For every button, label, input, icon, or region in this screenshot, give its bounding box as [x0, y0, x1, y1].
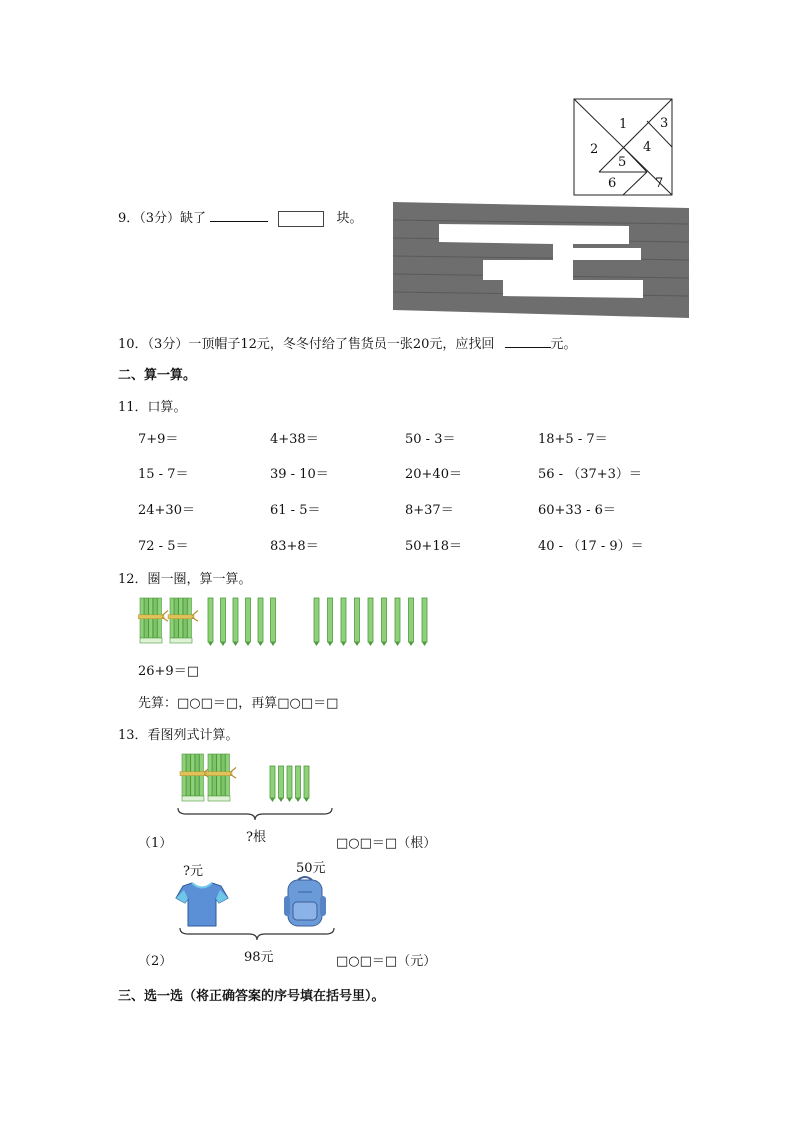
stick-icon	[304, 766, 309, 802]
backpack-icon	[282, 874, 328, 928]
q13-sticks-figure	[178, 752, 338, 804]
q12-equation: 26+9＝□	[138, 664, 199, 679]
q9-answer-blank[interactable]	[210, 209, 268, 222]
tangram-label-7: 7	[655, 176, 664, 191]
q11-expression: 72 - 5＝	[138, 539, 189, 554]
q12-step: 先算：□○□＝□，再算□○□＝□	[138, 696, 339, 711]
tshirt-icon	[175, 880, 229, 928]
stick-icon	[314, 598, 319, 646]
q13-part2-brace-label: 98元	[244, 950, 274, 965]
q13-shirt-price: ?元	[183, 864, 203, 879]
section-3-title: 三、选一选（将正确答案的序号填在括号里）。	[118, 989, 385, 1004]
tangram-label-3: 3	[660, 116, 669, 131]
stick-icon	[382, 598, 387, 646]
tangram-label-5: 5	[618, 155, 627, 170]
stick-icon	[296, 766, 301, 802]
tangram-label-1: 1	[619, 117, 628, 132]
question-10	[118, 333, 577, 352]
q11-expression: 60+33 - 6＝	[538, 503, 616, 518]
stick-icon	[258, 598, 263, 646]
q13-part2-formula: □○□＝□（元）	[336, 954, 437, 969]
q11-expression: 8+37＝	[405, 503, 454, 518]
stick-icon	[328, 598, 333, 646]
q11-expression: 4+38＝	[270, 432, 319, 447]
tangram-label-2: 2	[590, 142, 599, 157]
stick-icon	[409, 598, 414, 646]
tangram-label-4: 4	[643, 140, 652, 155]
stick-icon	[341, 598, 346, 646]
stick-bundle-icon	[138, 598, 168, 643]
stick-icon	[395, 598, 400, 646]
tangram-label-6: 6	[608, 176, 617, 191]
q9-suffix: 块。	[336, 211, 363, 226]
q11-expression: 56 - （37+3）＝	[538, 467, 642, 482]
q13-part2-brace	[178, 926, 336, 942]
q11-expression: 20+40＝	[405, 467, 462, 482]
stick-icon	[246, 598, 251, 646]
q9-prefix: 9．（3分）缺了	[118, 211, 207, 226]
q13-part1-formula: □○□＝□（根）	[336, 836, 437, 851]
stick-icon	[271, 598, 276, 646]
q11-expression: 15 - 7＝	[138, 467, 189, 482]
q11-expression: 50 - 3＝	[405, 432, 456, 447]
q11-expression: 39 - 10＝	[270, 467, 329, 482]
q11-expression: 50+18＝	[405, 539, 462, 554]
q11-expression: 40 - （17 - 9）＝	[538, 539, 644, 554]
stick-bundle-icon	[168, 598, 198, 643]
section-2-title: 二、算一算。	[118, 368, 197, 383]
stick-icon	[368, 598, 373, 646]
stick-icon	[355, 598, 360, 646]
q10-text: 10．（3分）一顶帽子12元，冬冬付给了售货员一张20元，应找回	[118, 337, 495, 352]
q11-expression: 24+30＝	[138, 503, 195, 518]
tangram-figure	[573, 98, 675, 198]
q11-title: 11．口算。	[118, 400, 187, 415]
q13-title: 13．看图列式计算。	[118, 728, 239, 743]
q11-expression: 61 - 5＝	[270, 503, 321, 518]
q13-part1-label: （1）	[138, 836, 173, 851]
q11-expression: 18+5 - 7＝	[538, 432, 608, 447]
q10-answer-blank[interactable]	[505, 335, 551, 348]
q11-expression: 83+8＝	[270, 539, 319, 554]
q13-bag-price: 50元	[296, 861, 326, 876]
q11-expression: 7+9＝	[138, 432, 179, 447]
q13-part1-brace-label: ?根	[246, 830, 266, 845]
stick-icon	[208, 598, 213, 646]
q13-part2-label: （2）	[138, 954, 173, 969]
stick-icon	[422, 598, 427, 646]
brick-shape-icon	[278, 211, 324, 227]
q12-title: 12．圈一圈，算一算。	[118, 572, 252, 587]
stick-icon	[221, 598, 226, 646]
stick-bundle-icon	[206, 754, 236, 801]
stick-bundle-icon	[180, 754, 210, 801]
q10-suffix: 元。	[550, 337, 577, 352]
stick-icon	[233, 598, 238, 646]
stick-icon	[287, 766, 292, 802]
q13-part1-brace	[176, 806, 334, 822]
q12-sticks-figure	[138, 594, 443, 648]
brick-wall-figure	[393, 202, 690, 318]
stick-icon	[279, 766, 284, 802]
question-9	[118, 207, 362, 227]
stick-icon	[270, 766, 275, 802]
